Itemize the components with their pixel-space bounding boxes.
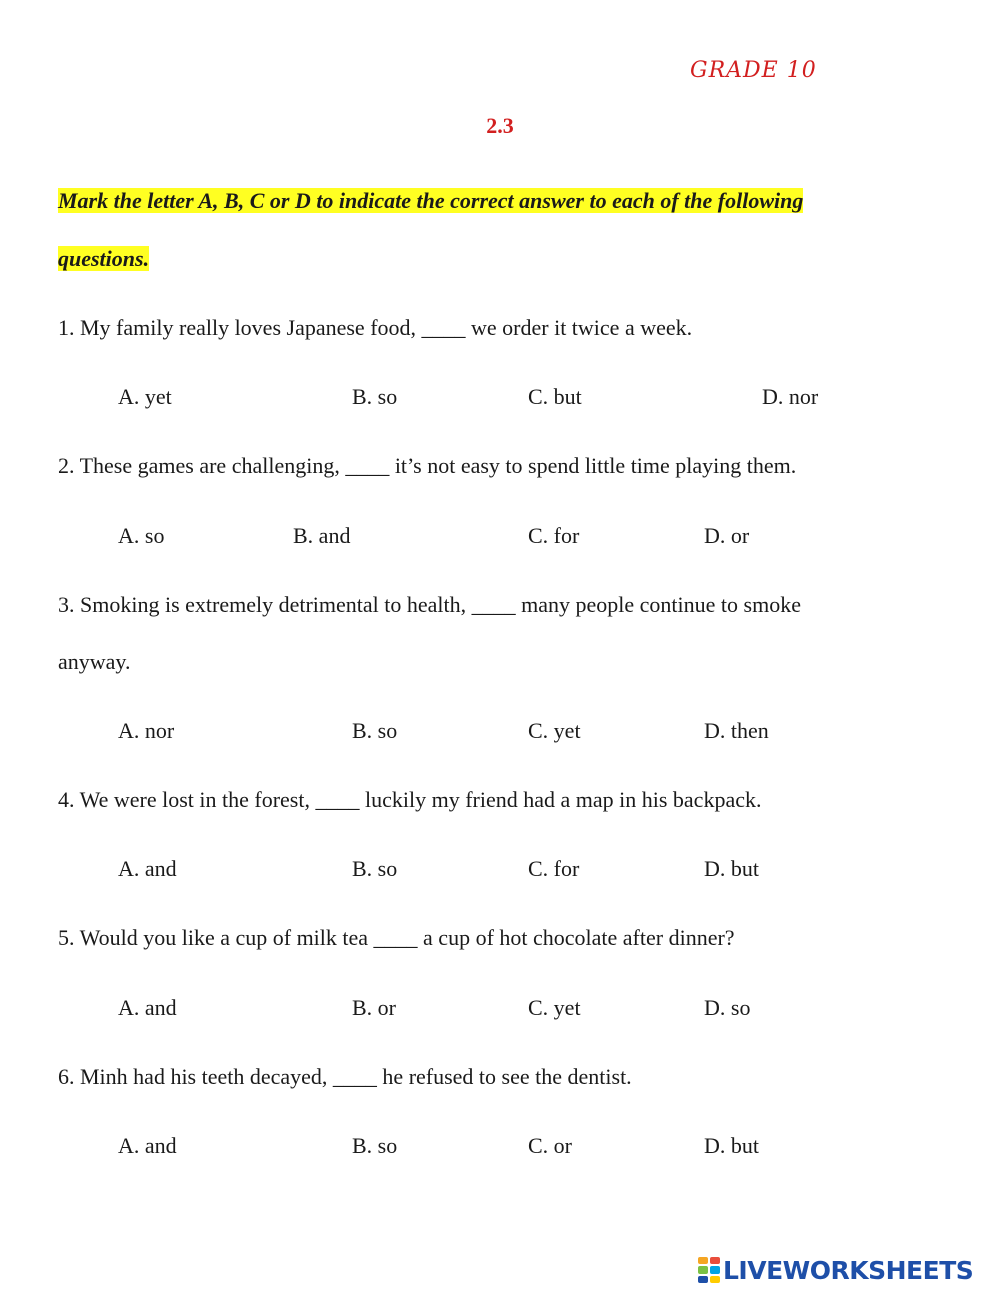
- question-3-option-c[interactable]: C. yet: [528, 718, 581, 743]
- grade-label: GRADE 10: [690, 58, 817, 83]
- question-2-option-a[interactable]: A. so: [118, 523, 165, 548]
- liveworksheets-logo: [698, 1255, 973, 1285]
- question-5-option-b[interactable]: B. or: [352, 995, 396, 1020]
- question-2-option-c[interactable]: C. for: [528, 523, 580, 548]
- question-2-option-d[interactable]: D. or: [704, 523, 750, 548]
- question-4-option-b[interactable]: B. so: [352, 856, 398, 881]
- question-5-option-d[interactable]: D. so: [704, 995, 751, 1020]
- question-1-option-b[interactable]: B. so: [352, 384, 398, 409]
- question-3-option-a[interactable]: A. nor: [118, 718, 175, 743]
- question-5-option-c[interactable]: C. yet: [528, 995, 581, 1020]
- question-3-option-d[interactable]: D. then: [704, 718, 769, 743]
- question-3-text-line-2: anyway.: [58, 649, 131, 674]
- logo-block: [698, 1257, 708, 1264]
- question-1-option-a[interactable]: A. yet: [118, 384, 172, 409]
- question-6-option-d[interactable]: D. but: [704, 1133, 759, 1158]
- question-4-option-c[interactable]: C. for: [528, 856, 580, 881]
- question-2-option-b[interactable]: B. and: [293, 523, 351, 548]
- question-6-text: 6. Minh had his teeth decayed, ____ he refused to see the dentist.: [58, 1064, 632, 1089]
- question-1-option-c[interactable]: C. but: [528, 384, 582, 409]
- question-4-option-d[interactable]: D. but: [704, 856, 759, 881]
- logo-block: [698, 1266, 708, 1273]
- logo-block: [710, 1266, 720, 1273]
- logo-block: [710, 1276, 720, 1283]
- question-4-text: 4. We were lost in the forest, ____ luckily my friend had a map in his backpack.: [58, 787, 762, 812]
- question-6-option-a[interactable]: A. and: [118, 1133, 177, 1158]
- section-number: 2.3: [486, 113, 514, 138]
- logo-block: [710, 1257, 720, 1264]
- question-4-option-a[interactable]: A. and: [118, 856, 177, 881]
- instruction-line-2: questions.: [58, 246, 150, 271]
- question-2-text: 2. These games are challenging, ____ it’s not easy to spend little time playing them.: [58, 453, 797, 478]
- question-5-option-a[interactable]: A. and: [118, 995, 177, 1020]
- question-1-text: 1. My family really loves Japanese food, ____ we order it twice a week.: [58, 315, 693, 340]
- logo-text: LIVEWORKSHEETS: [723, 1255, 974, 1285]
- question-6-option-b[interactable]: B. so: [352, 1133, 398, 1158]
- question-3-option-b[interactable]: B. so: [352, 718, 398, 743]
- question-1-option-d[interactable]: D. nor: [762, 384, 819, 409]
- question-5-text: 5. Would you like a cup of milk tea ____ a cup of hot chocolate after dinner?: [58, 925, 735, 950]
- logo-block: [698, 1276, 708, 1283]
- question-6-option-c[interactable]: C. or: [528, 1133, 572, 1158]
- instruction-line-1: Mark the letter A, B, C or D to indicate the correct answer to each of the following: [58, 188, 804, 213]
- question-3-text-line-1: 3. Smoking is extremely detrimental to health, ____ many people continue to smoke: [58, 592, 801, 617]
- logo-blocks-icon: [698, 1257, 720, 1283]
